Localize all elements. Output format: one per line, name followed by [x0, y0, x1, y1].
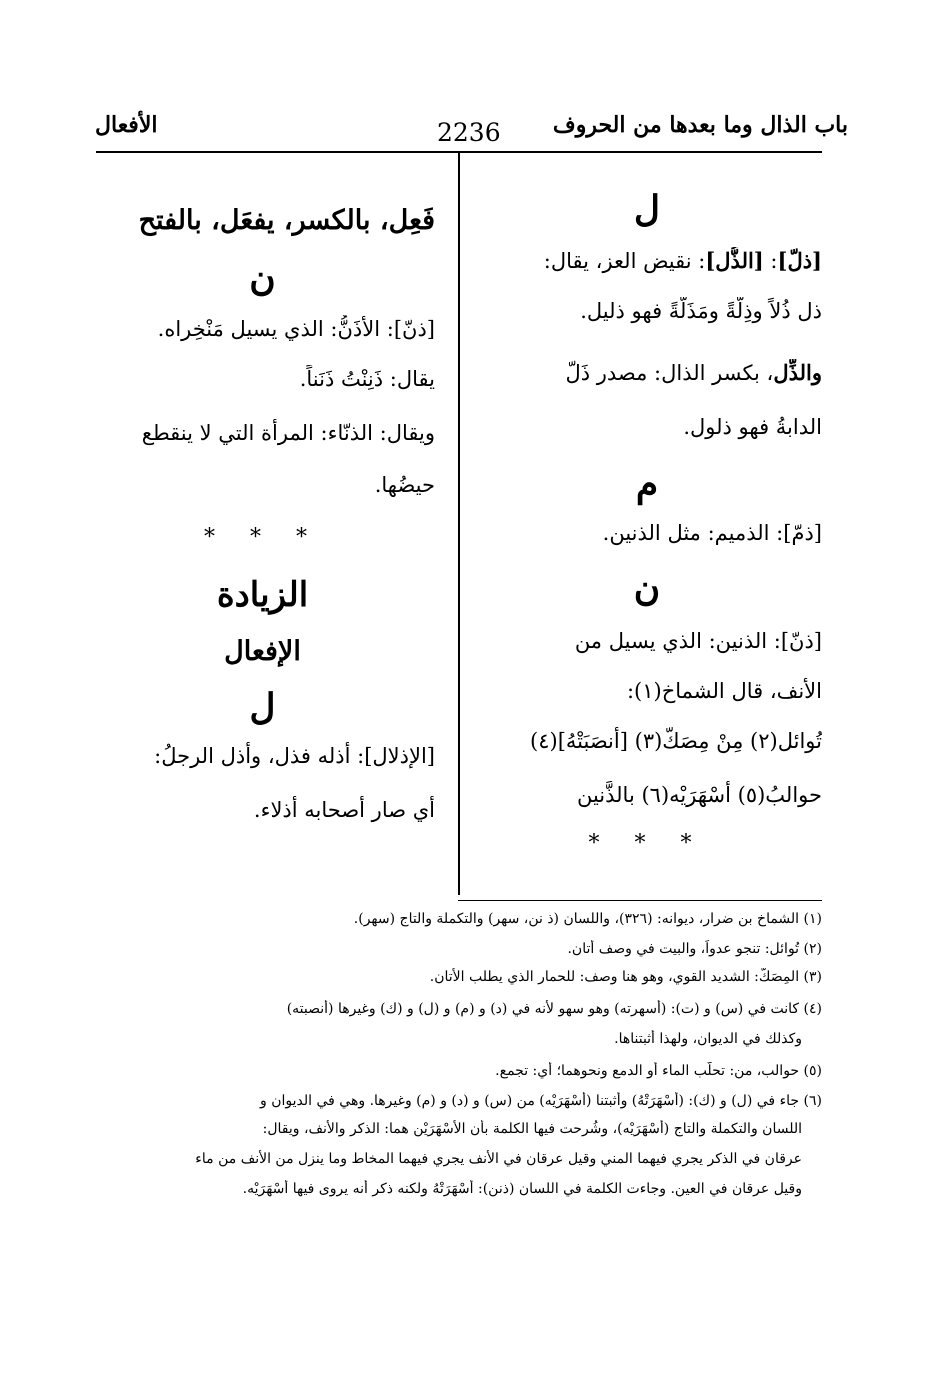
- footnote-continuation: وكذلك في الديوان، ولهذا أثبتناها.: [614, 1031, 802, 1047]
- entry-label: [ذلّ]: [777, 248, 822, 273]
- entry-headword: والذِّل: [773, 360, 822, 385]
- footnote: (٣) المِصَكّ: الشديد القوي، وهو هنا وصف: للحمار الذي يطلب الأتان.: [429, 969, 822, 985]
- entry-line: حيضُها.: [374, 473, 435, 497]
- entry-text: ، بكسر الذال: مصدر ذَلّ: [565, 361, 774, 385]
- footnote-continuation: وقيل عرقان في العين. وجاءت الكلمة في اللسان (ذنن): أَسْهَرَتْهُ ولكنه ذكر أنه يروى فيها أَسْهَرَيْه.: [242, 1181, 802, 1197]
- column-divider: [458, 153, 460, 895]
- footnote-rule: [458, 900, 822, 901]
- footnote-continuation: اللسان والتكملة والتاج (أسْهَرَيْه)، وشُرحت فيها الكلمة بأن الأسْهَرَيْن هما: الذكر والأنف، ويقال:: [262, 1121, 802, 1137]
- letter-heading: ل: [249, 686, 276, 728]
- section-title: الأفعال: [95, 112, 158, 138]
- verse-line: تُوائل(٢) مِنْ مِصَكّ(٣) [أنصَبَتْهُ](٤): [530, 729, 822, 753]
- afal-title: الإفعال: [224, 636, 301, 667]
- pattern-title: فَعِل، بالكسر، يفعَل، بالفتح: [138, 205, 435, 236]
- entry-line: [الإذلال]: أذله فذل، وأذل الرجلُ:: [154, 744, 435, 768]
- entry-line: [ذلّ]: [الذُّل]: نقيض العز، يقال:: [543, 248, 822, 273]
- verse-line: حوالبُ(٥) أسْهَرَيْه(٦) بالذَّنين: [576, 783, 822, 807]
- entry-line: [472, 359, 822, 387]
- letter-heading: ن: [633, 567, 661, 609]
- footnote: (٤) كانت في (س) و (ت): (أسهرته) وهو سهو لأنه في (د) و (م) و (ل) و (ك) وغيرها (أنصبته): [286, 1001, 822, 1017]
- footnote: (٦) جاء في (ل) و (ك): (أَسْهَرَتْهُ) وأثبتنا (أسْهَرَيْه) من (س) و (د) و (م) وغيرها. وهي في الديوان و: [260, 1093, 822, 1109]
- letter-heading: ن: [249, 257, 276, 299]
- chapter-title: باب الذال وما بعدها من الحروف: [552, 112, 848, 138]
- entry-headword: [الذُّل]: [705, 248, 764, 273]
- entry-line: الأنف، قال الشماخ(١):: [626, 679, 822, 703]
- footnote-continuation: عرقان في الذكر يجري فيهما المني وقيل عرقان في الأنف يجري فيهما المخاط وما ينزل من الأنف من ماء: [195, 1151, 802, 1167]
- entry-line: ذل ذُلاً وذِلّةً ومَذَلّةً فهو ذليل.: [580, 299, 822, 323]
- entry-line: أي صار أصحابه أذلاء.: [253, 798, 435, 822]
- entry-line: الدابةُ فهو ذلول.: [683, 415, 822, 439]
- ziyada-title: الزيادة: [216, 575, 309, 615]
- footnote: (١) الشماخ بن ضرار، ديوانه: (٣٢٦)، واللسان (ذ نن، سهر) والتكملة والتاج (سهر).: [353, 911, 822, 927]
- entry-line: ويقال: الذنّاء: المرأة التي لا ينقطع: [141, 421, 435, 445]
- letter-heading: ل: [633, 188, 661, 230]
- section-separator: * * *: [204, 525, 321, 550]
- right-column: [472, 165, 822, 856]
- section-separator: * * *: [588, 831, 706, 856]
- page-number: 2236: [437, 118, 501, 147]
- letter-heading: م: [635, 463, 659, 505]
- entry-line: يقال: ذَنِنْتُ ذَنَناً.: [299, 367, 435, 391]
- entry-text: : نقيض العز، يقال:: [543, 249, 706, 273]
- entry-line: [ذنّ]: الأذَنُّ: الذي يسيل مَنْخِراه.: [157, 317, 435, 341]
- entry-line: [ذمّ]: الذميم: مثل الذنين.: [602, 521, 822, 545]
- entry-line: [ذنّ]: الذنين: الذي يسيل من: [574, 629, 822, 653]
- left-column: [90, 165, 435, 824]
- footnote: (٢) تُوائل: تنجو عدواً، والبيت في وصف أتان.: [567, 941, 822, 957]
- footnote: (٥) حوالب، من: تحلّب الماء أو الدمع ونحوهما؛ أي: تجمع.: [495, 1063, 822, 1079]
